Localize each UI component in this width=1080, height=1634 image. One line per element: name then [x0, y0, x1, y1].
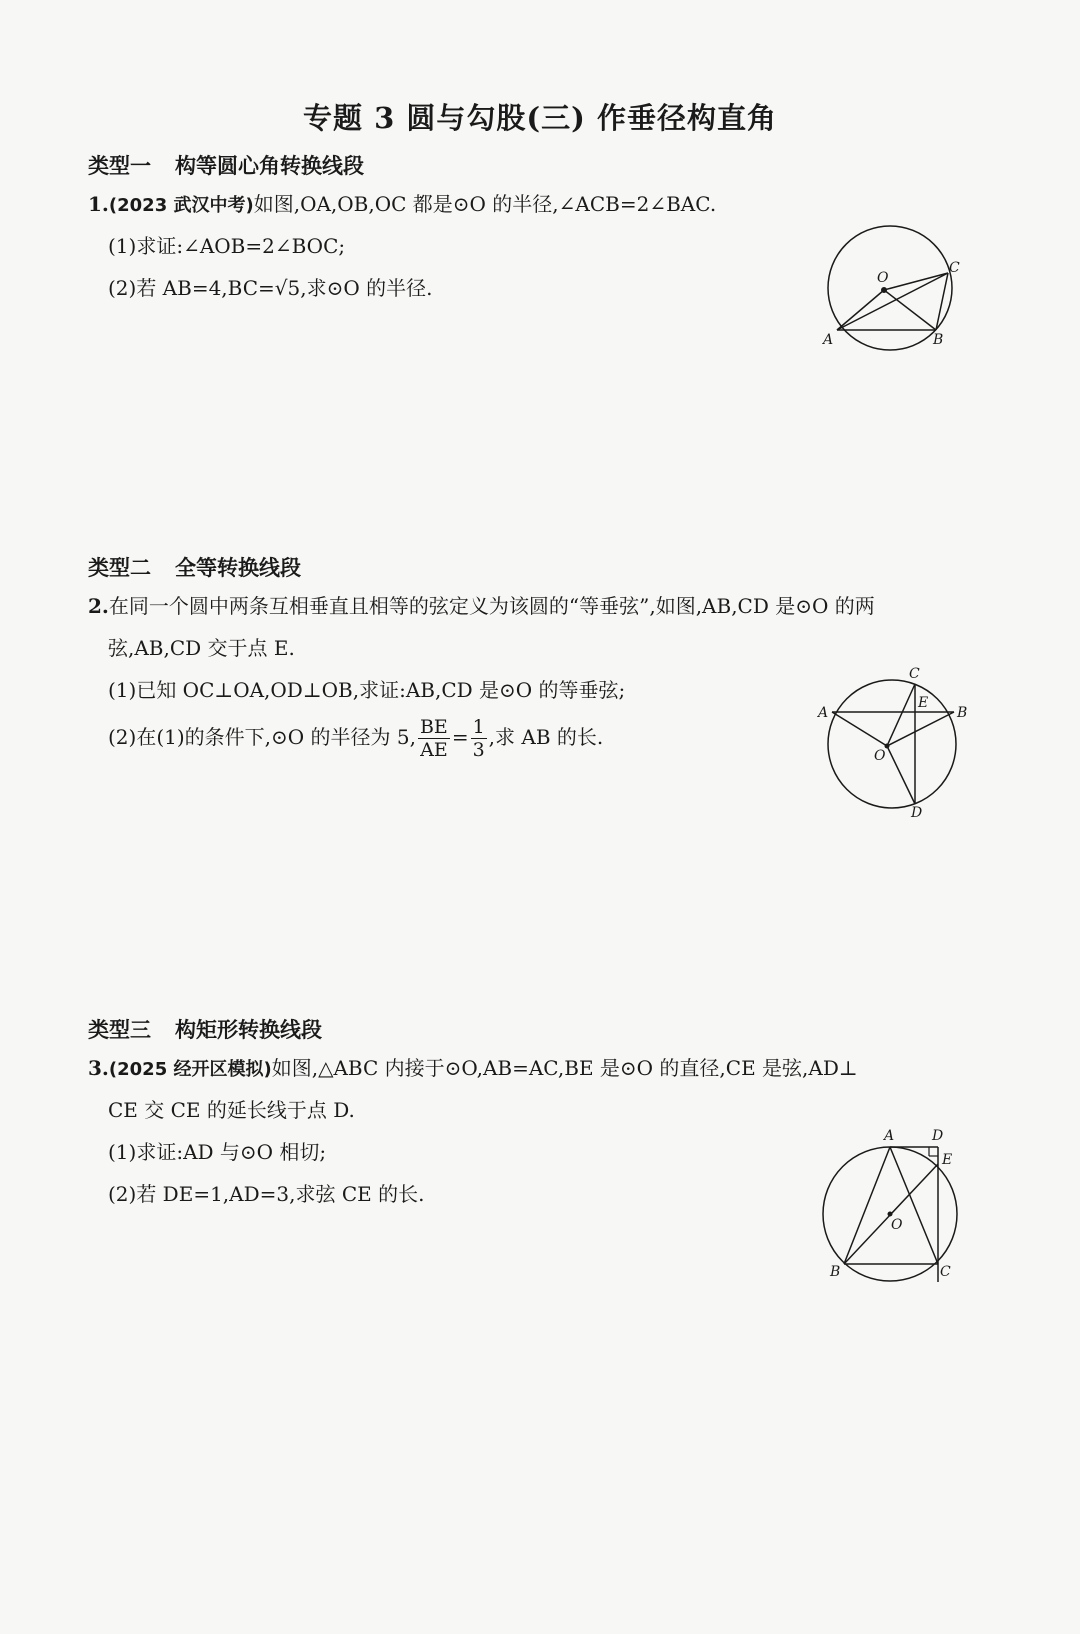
segment-ac [837, 273, 948, 330]
label-a: A [818, 705, 829, 721]
segment-ab [844, 1147, 890, 1264]
label-c: C [909, 666, 920, 682]
section-label: 类型三 [88, 1018, 151, 1042]
segment-ob [884, 290, 936, 330]
center-point [888, 1212, 893, 1217]
segment-ob [887, 712, 954, 746]
segment-oc [884, 273, 948, 290]
label-b: B [957, 705, 968, 721]
section-heading-3 [88, 1014, 322, 1044]
question-3-part-1: (1)求证:AD 与⊙O 相切; [108, 1140, 327, 1164]
label-d: D [911, 805, 923, 820]
equals-sign: = [451, 725, 469, 749]
question-number: 2. [88, 594, 109, 618]
part-2-suffix: ,求 AB 的长. [488, 725, 604, 749]
question-2-part-2 [108, 710, 603, 764]
question-text: 如图,OA,OB,OC 都是⊙O 的半径,∠ACB=2∠BAC. [253, 192, 717, 216]
question-source: (2025 经开区模拟) [108, 1059, 272, 1080]
question-1-part-1: (1)求证:∠AOB=2∠BOC; [108, 234, 346, 258]
fraction-numerator: 1 [472, 716, 485, 738]
section-heading-1 [88, 150, 364, 180]
label-c: C [949, 260, 960, 276]
segment-ac [890, 1147, 938, 1264]
label-o: O [891, 1217, 903, 1233]
fraction-numerator: BE [419, 716, 448, 738]
label-e: E [942, 1152, 953, 1168]
question-3-stem-cont: CE 交 CE 的延长线于点 D. [108, 1098, 355, 1122]
figure-2-circle-diagram [812, 662, 972, 820]
figure-1-circle-diagram [815, 222, 965, 362]
question-source: (2023 武汉中考) [108, 195, 254, 216]
question-number: 1. [88, 192, 109, 216]
label-c: C [940, 1264, 951, 1280]
section-name: 构矩形转换线段 [175, 1018, 322, 1042]
question-2-part-1: (1)已知 OC⊥OA,OD⊥OB,求证:AB,CD 是⊙O 的等垂弦; [108, 678, 626, 702]
section-label: 类型二 [88, 556, 151, 580]
question-1-part-2: (2)若 AB=4,BC=√5,求⊙O 的半径. [108, 276, 433, 300]
label-e: E [918, 695, 929, 711]
label-b: B [830, 1264, 841, 1280]
question-2-stem-cont: 弦,AB,CD 交于点 E. [108, 636, 295, 660]
label-a: A [823, 332, 834, 348]
section-heading-2 [88, 552, 301, 582]
center-point [881, 287, 887, 293]
fraction-denominator: 3 [472, 739, 485, 761]
page-title: 专题 3 圆与勾股(三) 作垂径构直角 [303, 101, 777, 135]
question-number: 3. [88, 1056, 109, 1080]
label-b: B [933, 332, 944, 348]
segment-od [887, 746, 915, 804]
section-name: 全等转换线段 [175, 556, 301, 580]
question-3-stem [88, 1046, 858, 1092]
fraction-denominator: AE [420, 739, 448, 761]
question-2-stem [88, 584, 875, 628]
question-text: 在同一个圆中两条互相垂直且相等的弦定义为该圆的“等垂弦”,如图,AB,CD 是⊙O 的两 [108, 594, 875, 618]
question-1-stem [88, 182, 716, 228]
fraction-one-third [471, 716, 487, 761]
segment-oc [887, 684, 915, 746]
question-3-part-2: (2)若 DE=1,AD=3,求弦 CE 的长. [108, 1182, 425, 1206]
part-2-prefix: (2)在(1)的条件下,⊙O 的半径为 5, [108, 725, 416, 749]
label-d: D [932, 1128, 944, 1144]
figure-3-circle-diagram [818, 1122, 978, 1292]
section-name: 构等圆心角转换线段 [175, 154, 364, 178]
label-o: O [877, 270, 889, 286]
label-o: O [874, 748, 886, 764]
question-text: 如图,△ABC 内接于⊙O,AB=AC,BE 是⊙O 的直径,CE 是弦,AD⊥ [271, 1056, 858, 1080]
section-label: 类型一 [88, 154, 151, 178]
segment-oa [832, 712, 887, 746]
label-a: A [884, 1128, 895, 1144]
fraction-be-ae [418, 716, 450, 761]
